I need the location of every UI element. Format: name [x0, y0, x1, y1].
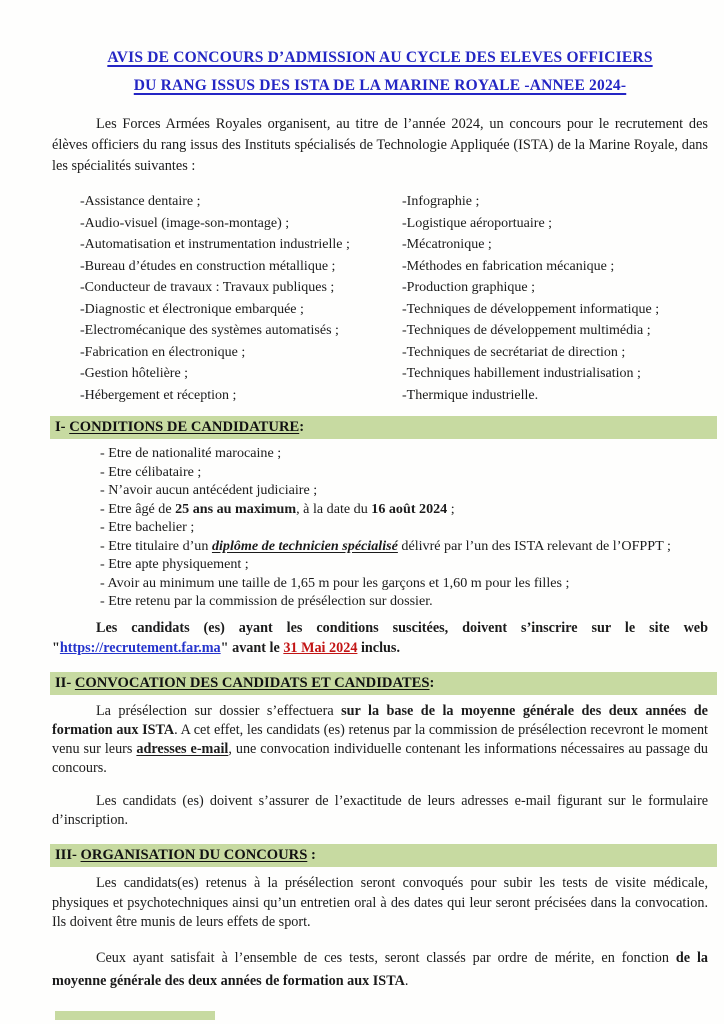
condition-item [100, 537, 706, 556]
specialty-item: -Bureau d’études en construction métallique ; [80, 258, 336, 274]
condition-item: - Etre retenu par la commission de présélection sur dossier. [100, 593, 433, 610]
organisation-paragraph-2 [52, 947, 708, 993]
paragraph-text: . [404, 973, 409, 990]
condition-item: - Etre de nationalité marocaine ; [100, 445, 282, 462]
condition-text: - Etre titulaire d’un [100, 537, 212, 554]
inscription-text: inclus. [357, 639, 400, 656]
next-section-bar-partial [55, 1011, 215, 1020]
section-i-title: CONDITIONS DE CANDIDATURE [69, 419, 300, 436]
section-i-colon: : [299, 419, 305, 436]
quote-mark: " [220, 639, 229, 656]
specialty-item: -Hébergement et réception ; [80, 387, 237, 403]
document-title [52, 44, 708, 100]
inscription-paragraph [52, 618, 708, 658]
section-ii-number: II- [55, 674, 75, 691]
average-grades-emphasis: sur la base de la moyenne générale des deux années de formation aux ISTA [52, 702, 708, 738]
specialties-column-left [52, 191, 374, 406]
paragraph-text: Ceux ayant satisfait à l’ensemble de ces tests, seront classés par ordre de mérite, en fonction [96, 950, 676, 967]
section-ii-title: CONVOCATION DES CANDIDATS ET CANDIDATES [74, 674, 430, 691]
specialty-item: -Electromécanique des systèmes automatisés ; [80, 323, 339, 339]
specialty-item: -Thermique industrielle. [402, 387, 539, 403]
condition-text: ; [447, 500, 455, 517]
specialty-item: -Techniques de développement informatique ; [402, 301, 660, 317]
specialty-item: -Mécatronique ; [402, 237, 492, 253]
specialty-item: -Méthodes en fabrication mécanique ; [402, 258, 615, 274]
specialty-item: -Techniques de secrétariat de direction ; [402, 344, 626, 360]
intro-paragraph: Les Forces Armées Royales organisent, au titre de l’année 2024, un concours pour le recrutement des élèves officiers du rang issus des Instituts spécialisés de Technologie Appliquée (ISTA) de la Marine Royale, dans les spécialités suivantes : [52, 116, 708, 174]
specialty-item: -Audio-visuel (image-son-montage) ; [80, 215, 290, 231]
condition-text: - Etre âgé de [100, 500, 176, 517]
section-ii-header [50, 672, 717, 695]
title-line-1: AVIS DE CONCOURS D’ADMISSION AU CYCLE DES ELEVES OFFICIERS [107, 49, 653, 66]
specialty-item: -Production graphique ; [402, 280, 535, 296]
specialty-item: -Techniques de développement multimédia ; [402, 323, 651, 339]
specialty-item: -Automatisation et instrumentation industrielle ; [80, 237, 350, 253]
specialties-column-right [374, 191, 708, 406]
recruitment-link[interactable]: https://recrutement.far.ma [59, 639, 221, 656]
inscription-text: avant le [228, 639, 284, 656]
specialty-item: -Techniques habillement industrialisation ; [402, 366, 641, 382]
title-line-2: DU RANG ISSUS DES ISTA DE LA MARINE ROYALE -ANNEE 2024- [133, 77, 627, 94]
specialty-item: -Gestion hôtelière ; [80, 366, 189, 382]
convocation-paragraph-2: Les candidats (es) doivent s’assurer de l’exactitude de leurs adresses e-mail figurant sur le formulaire d’inscription. [52, 793, 708, 829]
inscription-text: Les candidats (es) ayant les conditions suscitées, doivent s’inscrire sur le site web [96, 619, 708, 636]
section-iii-colon: : [307, 847, 316, 864]
condition-item: - N’avoir aucun antécédent judiciaire ; [100, 482, 318, 499]
specialty-item: -Fabrication en électronique ; [80, 344, 246, 360]
average-grades-emphasis: de la moyenne générale des deux années de formation aux ISTA [52, 950, 708, 990]
specialty-item: -Logistique aéroportuaire ; [402, 215, 553, 231]
specialty-item: -Infographie ; [402, 194, 480, 210]
specialty-item: -Conducteur de travaux : Travaux publiques ; [80, 280, 335, 296]
paragraph-text: , une convocation individuelle contenant les informations nécessaires au passage du concours. [52, 740, 709, 776]
condition-text: , à la date du [296, 500, 372, 517]
organisation-paragraph-1: Les candidats(es) retenus à la présélection seront convoqués pour subir les tests de visite médicale, physiques et psychotechniques ainsi qu’un entretien oral à des dates qui leur seront précisées dans la convocation. Ils doivent être munis de leurs effets de sport. [52, 875, 708, 931]
email-emphasis: adresses e-mail [136, 740, 229, 757]
condition-item: - Etre célibataire ; [100, 463, 202, 480]
deadline-date: 31 Mai 2024 [283, 639, 358, 656]
quote-mark: " [52, 639, 60, 656]
convocation-paragraph-1 [52, 702, 708, 778]
specialty-item: -Assistance dentaire ; [80, 194, 201, 210]
paragraph-text: . A cet effet, les candidats (es) retenus par la commission de présélection recevront le moment venu sur leurs [52, 721, 708, 757]
condition-text: délivré par l’un des ISTA relevant de l’OFPPT ; [397, 537, 671, 554]
paragraph-text: La présélection sur dossier s’effectuera [96, 702, 342, 719]
condition-item [100, 500, 708, 519]
conditions-list [100, 444, 708, 611]
section-i-number: I- [55, 419, 70, 436]
section-ii-colon: : [429, 674, 435, 691]
section-iii-title: ORGANISATION DU CONCOURS [80, 847, 308, 864]
specialty-item: -Diagnostic et électronique embarquée ; [80, 301, 304, 317]
condition-item: - Etre bachelier ; [100, 519, 195, 536]
specialties-list [52, 191, 708, 406]
condition-item: - Avoir au minimum une taille de 1,65 m pour les garçons et 1,60 m pour les filles ; [100, 574, 570, 591]
condition-diploma-emphasis: diplôme de technicien spécialisé [211, 537, 398, 554]
condition-bold-date: 16 août 2024 [371, 500, 448, 517]
section-i-header [50, 416, 717, 439]
section-iii-number: III- [55, 847, 81, 864]
condition-item: - Etre apte physiquement ; [100, 556, 249, 573]
section-iii-header [50, 844, 717, 867]
condition-bold-age: 25 ans au maximum [175, 500, 297, 517]
